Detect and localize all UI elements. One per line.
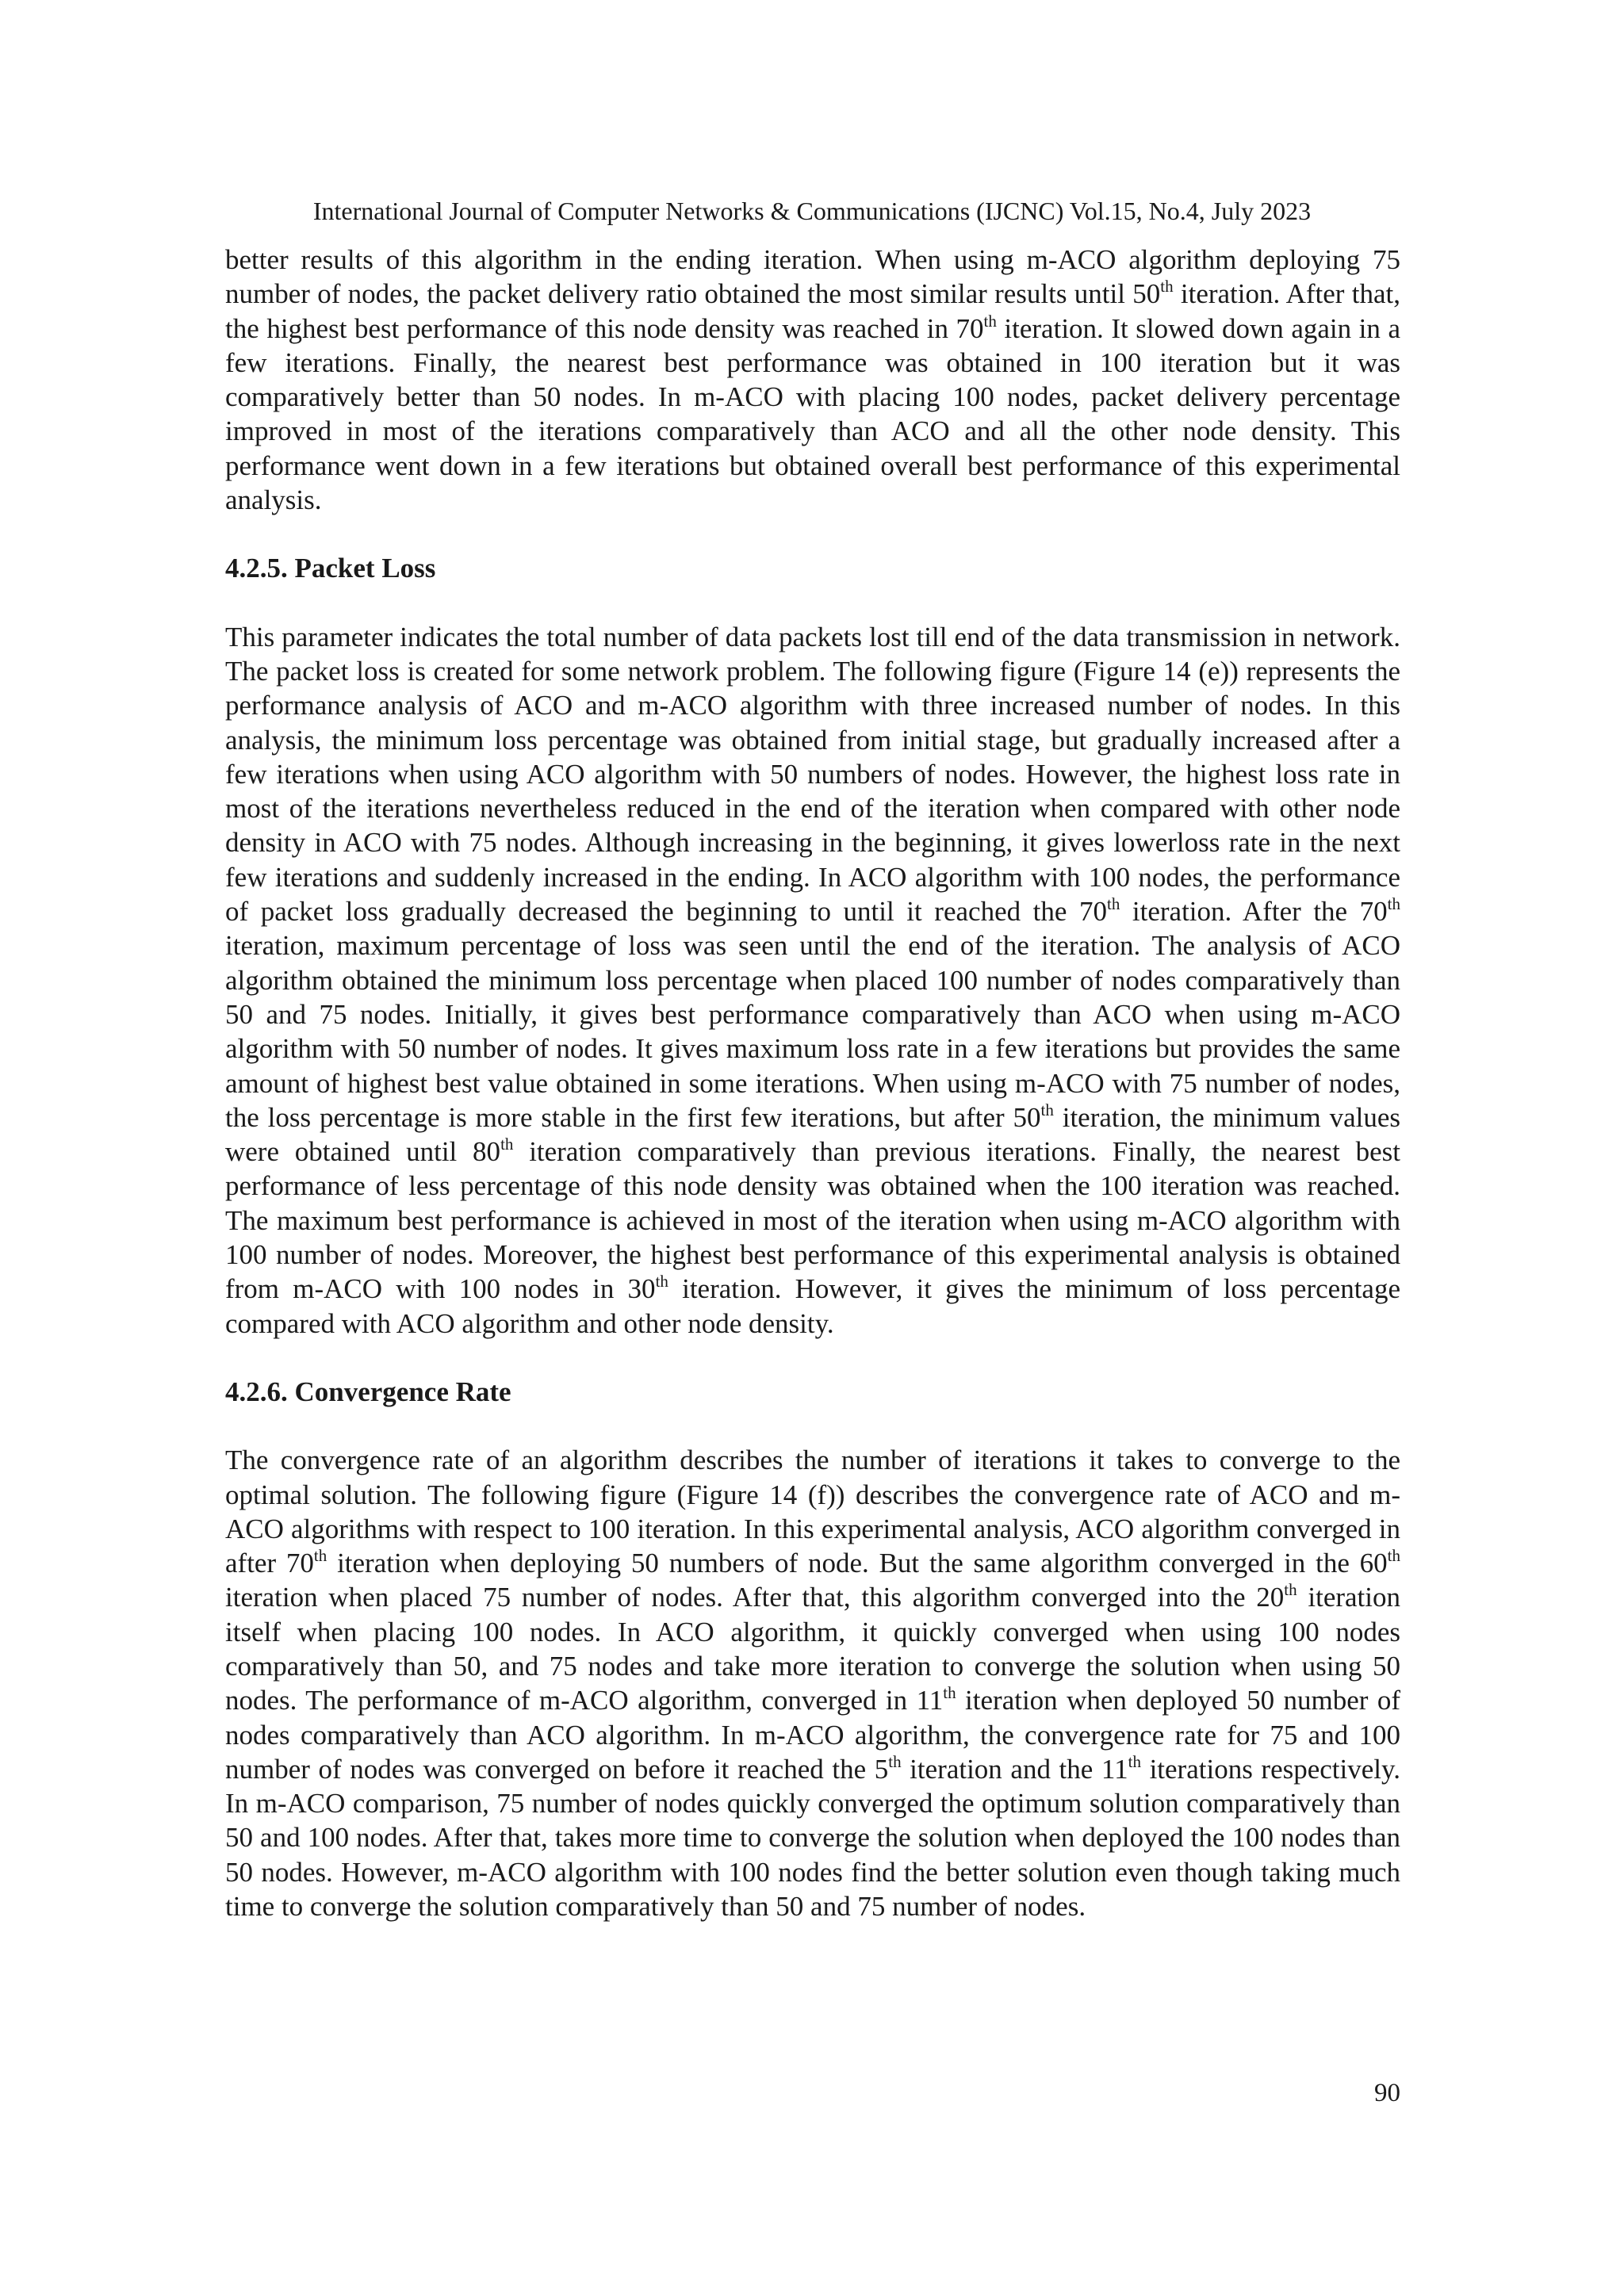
paragraph-packet-loss: This parameter indicates the total number of data packets lost till end of the data transmission in network. The packet loss is created for some network problem. The following figure (Figure 14 (e)) represents the performance analysis of ACO and m-ACO algorithm with three increased number of nodes. In this analysis, the minimum loss percentage was obtained from initial stage, but gradually increased after a few iterations when using ACO algorithm with 50 numbers of nodes. However, the highest loss rate in most of the iterations nevertheless reduced in the end of the iteration when compared with other node density in ACO with 75 nodes. Although increasing in the beginning, it gives lowerloss rate in the next few iterations and suddenly increased in the ending. In ACO algorithm with 100 nodes, the performance of packet loss gradually decreased the beginning to until it reached the 70th iteration. After the 70th iteration, maximum percentage of loss was seen until the end of the iteration. The analysis of ACO algorithm obtained the minimum loss percentage when placed 100 number of nodes comparatively than 50 and 75 nodes. Initially, it gives best performance comparatively than ACO when using m-ACO algorithm with 50 number of nodes. It gives maximum loss rate in a few iterations but provides the same amount of highest best value obtained in some iterations. When using m-ACO with 75 number of nodes, the loss percentage is more stable in the first few iterations, but after 50th iteration, the minimum values were obtained until 80th iteration comparatively than previous iterations. Finally, the nearest best performance of less percentage of this node density was obtained when the 100 iteration was reached. The maximum best performance is achieved in most of the iteration when using m-ACO algorithm with 100 number of nodes. Moreover, the highest best performance of this experimental analysis is obtained from m-ACO with 100 nodes in 30th iteration. However, it gives the minimum of loss percentage compared with ACO algorithm and other node density. <box>225 621 1400 1339</box>
page-body <box>225 243 1400 1923</box>
journal-header: International Journal of Computer Networks & Communications (IJCNC) Vol.15, No.4, July 2023 <box>312 197 1312 225</box>
paragraph-packet-delivery-continued: better results of this algorithm in the ending iteration. When using m-ACO algorithm deploying 75 number of nodes, the packet delivery ratio obtained the most similar results until 50th iteration. After that, the highest best performance of this node density was reached in 70th iteration. It slowed down again in a few iterations. Finally, the nearest best performance was obtained in 100 iteration but it was comparatively better than 50 nodes. In m-ACO with placing 100 nodes, packet delivery percentage improved in most of the iterations comparatively than ACO and all the other node density. This performance went down in a few iterations but obtained overall best performance of this experimental analysis. <box>225 244 1400 516</box>
section-heading-convergence-rate: 4.2.6. Convergence Rate <box>225 1376 511 1407</box>
section-heading-packet-loss: 4.2.5. Packet Loss <box>225 553 436 584</box>
paragraph-convergence-rate: The convergence rate of an algorithm describes the number of iterations it takes to converge to the optimal solution. The following figure (Figure 14 (f)) describes the convergence rate of ACO and m-ACO algorithms with respect to 100 iteration. In this experimental analysis, ACO algorithm converged in after 70th iteration when deploying 50 numbers of node. But the same algorithm converged in the 60th iteration when placed 75 number of nodes. After that, this algorithm converged into the 20th iteration itself when placing 100 nodes. In ACO algorithm, it quickly converged when using 100 nodes comparatively than 50, and 75 nodes and take more iteration to converge the solution when using 50 nodes. The performance of m-ACO algorithm, converged in 11th iteration when deployed 50 number of nodes comparatively than ACO algorithm. In m-ACO algorithm, the convergence rate for 75 and 100 number of nodes was converged on before it reached the 5th iteration and the 11th iterations respectively. In m-ACO comparison, 75 number of nodes quickly converged the optimum solution comparatively than 50 and 100 nodes. After that, takes more time to converge the solution when deployed the 100 nodes than 50 nodes. However, m-ACO algorithm with 100 nodes find the better solution even though taking much time to converge the solution comparatively than 50 and 75 number of nodes. <box>225 1445 1401 1923</box>
page-number: 90 <box>1374 2079 1400 2107</box>
